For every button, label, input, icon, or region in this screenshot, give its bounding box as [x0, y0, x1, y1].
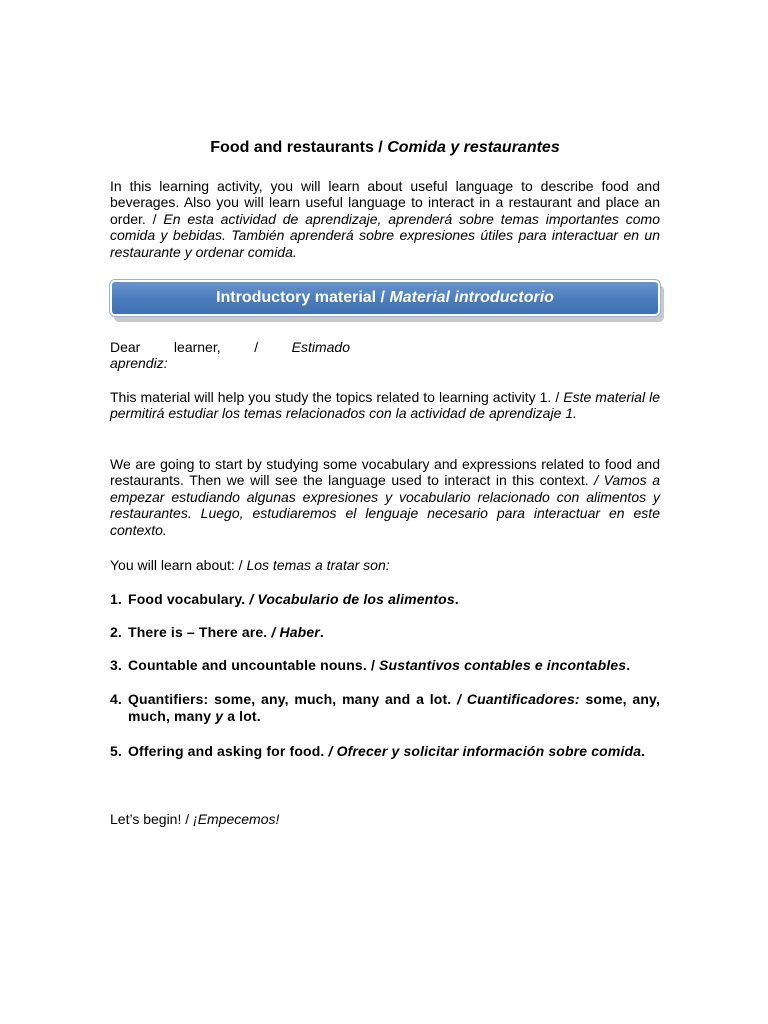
greeting-aprendiz: aprendiz:	[110, 355, 168, 372]
topic-spanish: / Vocabulario de los alimentos	[249, 591, 455, 607]
greeting-slash: /	[254, 339, 259, 355]
topic-tail: some, any, much, many	[128, 691, 660, 724]
list-item	[110, 624, 660, 641]
learn-about-line	[110, 557, 660, 573]
list-item	[110, 657, 660, 674]
study-spanish: Este material le permitirá estudiar los temas relacionados con la actividad de aprendizaje 1.	[110, 389, 661, 422]
topic-y: y	[215, 708, 224, 724]
topic-tail: .	[454, 591, 459, 607]
topic-spanish: / Cuantificadores:	[457, 691, 580, 707]
title-english: Food and restaurants /	[210, 139, 388, 156]
list-item	[110, 591, 660, 608]
topic-spanish: / Ofrecer y solicitar información sobre comida	[328, 743, 642, 759]
list-number: 2.	[110, 624, 122, 640]
banner-spanish: Material introductorio	[389, 289, 554, 306]
topic-english: There is – There are.	[128, 624, 272, 640]
closing-line	[110, 811, 660, 827]
intro-spanish: En esta actividad de aprendizaje, aprenderá sobre temas importantes como comida y bebidas. También aprenderá sobre expresiones útiles para interactuar en un restaurante y ordenar comida.	[110, 210, 660, 260]
greeting-dear: Dear	[110, 339, 141, 355]
vocabulary-spanish: / Vamos a empezar estudiando algunas expresiones y vocabulario relacionado con alimentos y restaurantes. Luego, estudiaremos el lenguaje necesario para interactuar en este contexto.	[110, 472, 660, 538]
closing-english: Let’s begin! /	[110, 811, 194, 827]
topic-tail: .	[626, 657, 631, 673]
topics-list	[110, 591, 660, 760]
study-paragraph	[110, 389, 660, 422]
list-number: 5.	[110, 743, 122, 759]
page-title	[110, 138, 660, 158]
intro-paragraph	[110, 178, 660, 260]
greeting-learner: learner,	[173, 339, 221, 355]
banner-english: Introductory material /	[216, 289, 390, 306]
topic-english: Offering and asking for food.	[128, 743, 329, 759]
topic-spanish: / Haber	[271, 624, 320, 640]
vocabulary-english: We are going to start by studying some vocabulary and expressions related to food and restaurants. Then we will see the language used to interact in this context.	[110, 456, 660, 489]
title-spanish: Comida y restaurantes	[387, 139, 560, 156]
topic-spanish: Sustantivos contables e incontables	[379, 657, 627, 673]
closing-spanish: ¡Empecemos!	[193, 811, 280, 827]
vocabulary-paragraph	[110, 456, 660, 538]
section-banner	[110, 280, 664, 322]
topic-tail-2: a lot.	[223, 708, 261, 724]
list-number: 3.	[110, 657, 122, 673]
topic-english: Quantifiers: some, any, much, many and a lot.	[128, 691, 458, 707]
topic-tail: .	[641, 743, 646, 759]
list-number: 1.	[110, 591, 122, 607]
learn-about-english: You will learn about: /	[110, 557, 247, 573]
list-item	[110, 691, 660, 725]
banner-heading	[110, 280, 660, 316]
topic-english: Food vocabulary.	[128, 591, 250, 607]
intro-english: In this learning activity, you will learn about useful language to describe food and beverages. Also you will learn useful language to interact in a restaurant and place an order. /	[110, 178, 660, 227]
topic-tail: .	[319, 624, 324, 640]
greeting-line	[110, 339, 350, 355]
list-item	[110, 743, 660, 760]
learn-about-spanish: Los temas a tratar son:	[246, 557, 390, 573]
topic-english: Countable and uncountable nouns. /	[128, 657, 380, 673]
list-number: 4.	[110, 691, 122, 707]
greeting	[110, 339, 350, 372]
greeting-estimado: Estimado	[291, 339, 350, 355]
study-english: This material will help you study the topics related to learning activity 1. /	[110, 389, 564, 405]
